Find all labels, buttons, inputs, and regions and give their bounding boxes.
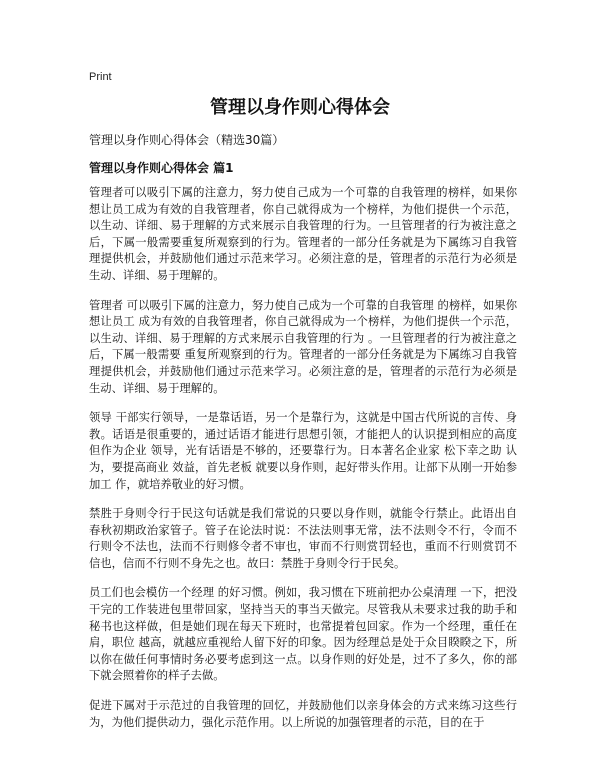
section-heading: 管理以身作则心得体会 篇1 [89,161,234,175]
print-label[interactable]: Print [89,71,112,83]
document-subtitle: 管理以身作则心得体会（精选30篇） [89,133,285,147]
document-body [89,185,517,744]
paragraph-6: 促进下属对于示范过的自我管理的回忆，并鼓励他们以亲身体会的方式来练习这些行为，为他们提供动力，强化示范作用。以上所说的加强管理者的示范，目的在于 [89,699,517,729]
document-title: 管理以身作则心得体会 [210,97,390,118]
paragraph-4: 禁胜于身则令行于民这句话就是我们常说的只要以身作则，就能令行禁止。此语出自春秋初期政治家管子。管子在论法时说：不法法则事无常，法不法则令不行，令而不行则令不法也，法而不行则修令者不审也，审而不行则赏罚轻也，重而不行则赏罚不信也，信而不行则不身先之也。故曰：禁胜于身则令行于民矣。 [89,507,517,570]
paragraph-1: 管理者可以吸引下属的注意力，努力使自己成为一个可靠的自我管理的榜样，如果你想让员工成为有效的自我管理者，你自己就得成为一个榜样，为他们提供一个示范，以生动、详细、易于理解的方式来展示自我管理的行为。一旦管理者的行为被注意之后，下属一般需要重复所观察到的行为。管理者的一部分任务就是为下属练习自我管理提供机会，并鼓励他们通过示范来学习。必须注意的是，管理者的示范行为必须是生动、详细、易于理解的。 [89,186,517,282]
paragraph-2: 管理者 可以吸引下属的注意力，努力使自己成为一个可靠的自我管理 的榜样，如果你想让员工 成为有效的自我管理者，你自己就得成为一个榜样，为他们提供一个示范，以生动、详细、易于理解的方式来展示自我管理的行为 。一旦管理者的行为被注意之后，下属一般需要 重复所观察到的行为。管理者的一部分任务就是为下属练习自我管理提供机会，并鼓励他们通过示范来学习。必须注意的是，管理者的示范行为必须是生动、详细、易于理解的。 [89,298,517,395]
paragraph-5: 员工们也会模仿一个经理 的好习惯。例如，我习惯在下班前把办公桌清理 一下，把没干完的工作装进包里带回家，坚持当天的事当天做完。尽管我从未要求过我的助手和秘书也这样做，但是她们现在每天下班时，也常提着包回家。作为一个经理，重任在肩，职位 越高，就越应重视给人留下好的印象。因为经理总是处于众目睽睽之下，所以你在做任何事情时务必要考虑到这一点。以身作则的好处是，过不了多久，你的部下就会照着你的样子去做。 [89,586,517,683]
paragraph-3: 领导 干部实行领导，一是靠话语，另一个是靠行为，这就是中国古代所说的言传、身教。话语是很重要的，通过话语才能进行思想引领，才能把人的认识提到相应的高度但作为企业 领导，光有话语是不够的，还要靠行为。日本著名企业家 松下幸之助 认为，要提高商业 效益，首先老板 就要以身作则，起好带头作用。让部下从刚一开始参加工 作，就培养敬业的好习惯。 [89,411,517,491]
